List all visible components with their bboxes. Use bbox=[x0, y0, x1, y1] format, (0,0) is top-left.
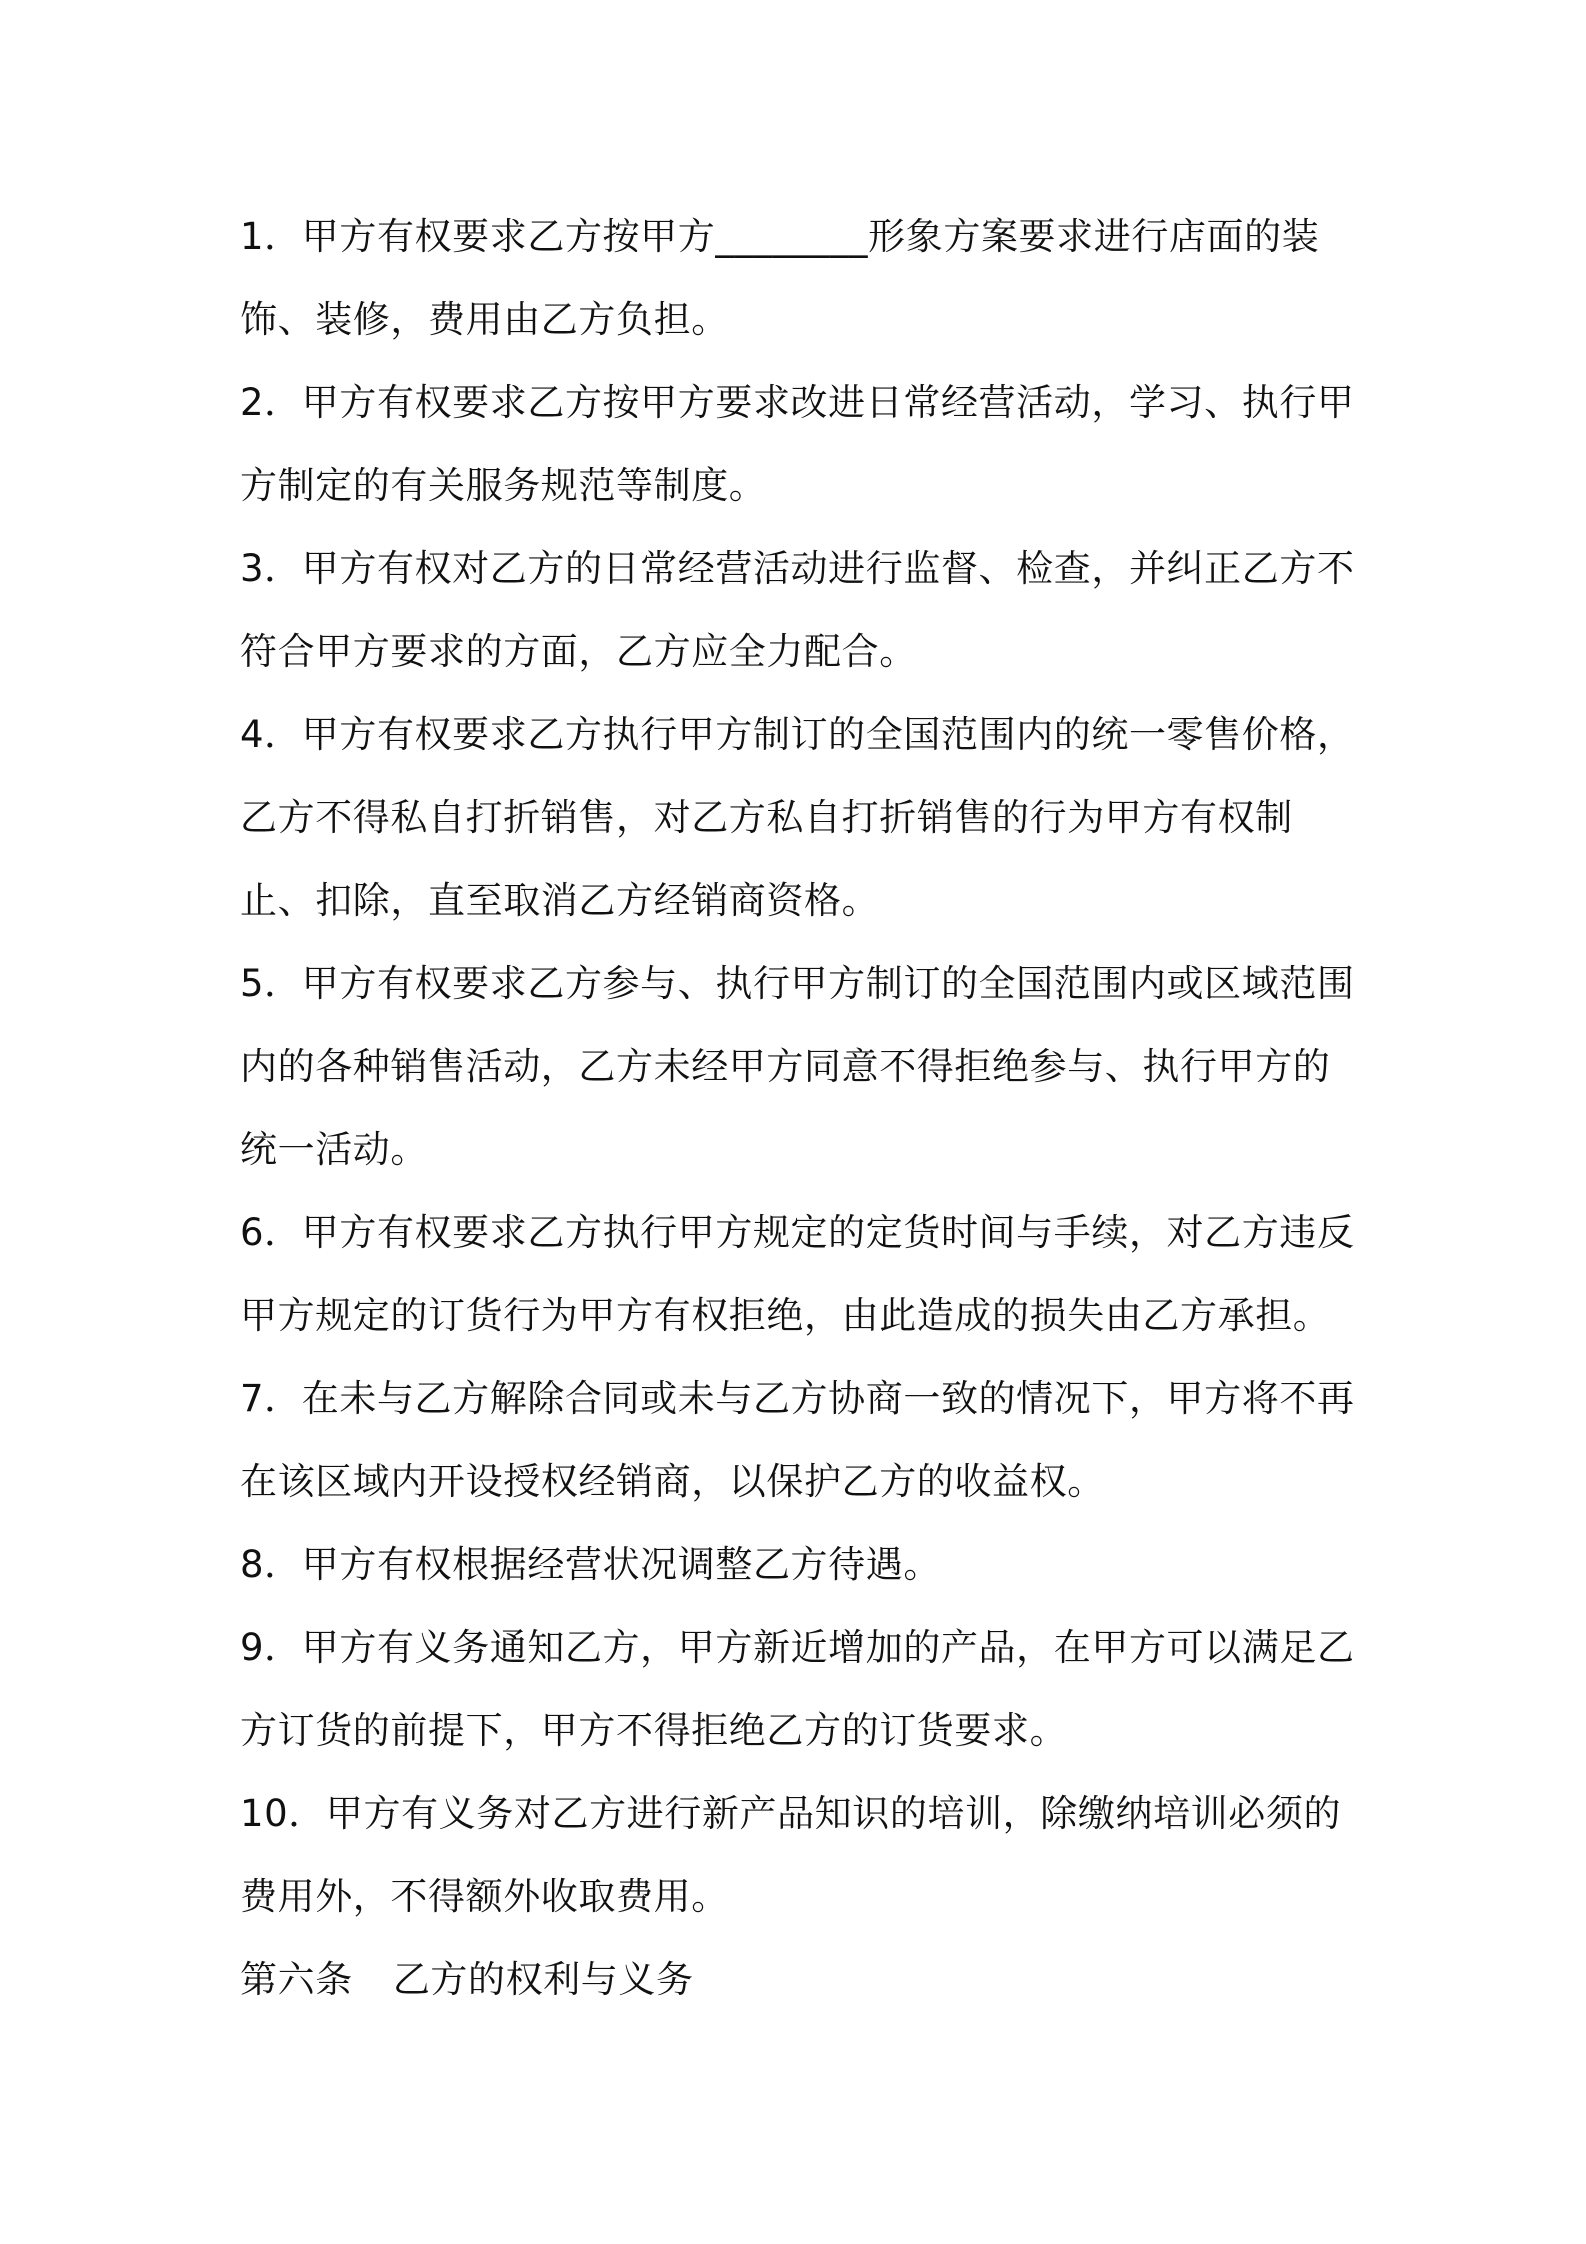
clause-8: 8．甲方有权根据经营状况调整乙方待遇。 bbox=[240, 1543, 941, 1586]
document-body bbox=[240, 195, 1365, 2021]
clause-7: 7．在未与乙方解除合同或未与乙方协商一致的情况下，甲方将不再在该区域内开设授权经销商，以保护乙方的收益权。 bbox=[240, 1377, 1355, 1503]
clause-5: 5．甲方有权要求乙方参与、执行甲方制订的全国范围内或区域范围内的各种销售活动，乙方未经甲方同意不得拒绝参与、执行甲方的统一活动。 bbox=[240, 962, 1355, 1171]
clause-3: 3．甲方有权对乙方的日常经营活动进行监督、检查，并纠正乙方不符合甲方要求的方面，乙方应全力配合。 bbox=[240, 547, 1355, 673]
clause-1: 1．甲方有权要求乙方按甲方________形象方案要求进行店面的装饰、装修，费用由乙方负担。 bbox=[240, 215, 1320, 341]
clause-2: 2．甲方有权要求乙方按甲方要求改进日常经营活动，学习、执行甲方制定的有关服务规范等制度。 bbox=[240, 381, 1355, 507]
section-title: 乙方的权利与义务 bbox=[392, 1958, 694, 2001]
clause-4: 4．甲方有权要求乙方执行甲方制订的全国范围内的统一零售价格，乙方不得私自打折销售，对乙方私自打折销售的行为甲方有权制止、扣除，直至取消乙方经销商资格。 bbox=[240, 713, 1355, 922]
section-number: 第六条 bbox=[240, 1958, 353, 2001]
clause-10: 10．甲方有义务对乙方进行新产品知识的培训，除缴纳培训必须的费用外，不得额外收取费用。 bbox=[240, 1792, 1342, 1918]
clause-6: 6．甲方有权要求乙方执行甲方规定的定货时间与手续，对乙方违反甲方规定的订货行为甲方有权拒绝，由此造成的损失由乙方承担。 bbox=[240, 1211, 1355, 1337]
section-heading bbox=[240, 1938, 1365, 2021]
clause-9: 9．甲方有义务通知乙方，甲方新近增加的产品，在甲方可以满足乙方订货的前提下，甲方不得拒绝乙方的订货要求。 bbox=[240, 1626, 1355, 1752]
